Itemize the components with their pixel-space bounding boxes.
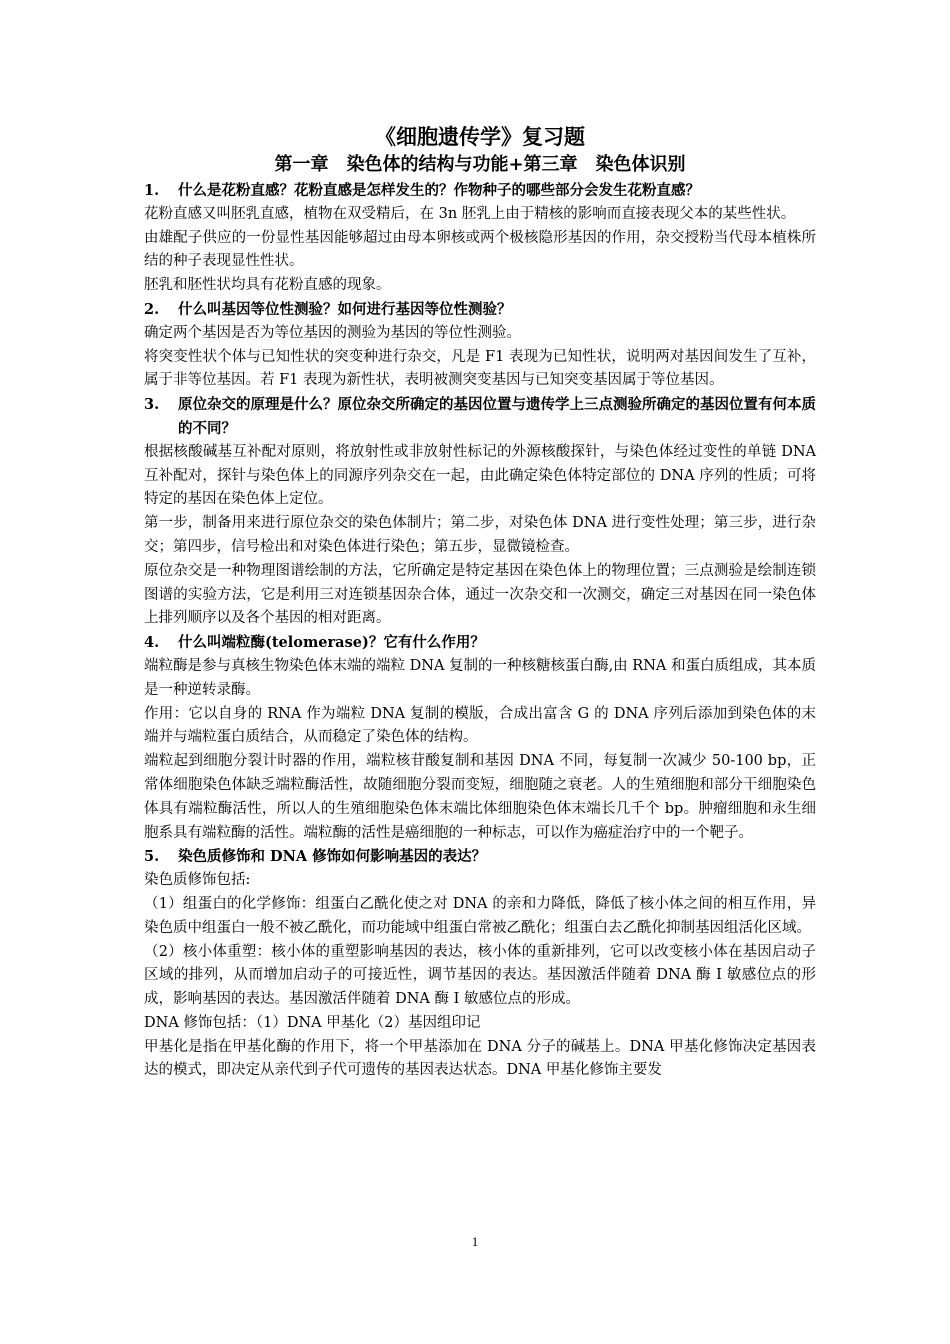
question-3 <box>144 393 816 441</box>
question-text: 原位杂交的原理是什么？原位杂交所确定的基因位置与遗传学上三点测验所确定的基因位置有何本质的不同？ <box>178 396 816 437</box>
question-number: 2. <box>144 300 160 318</box>
chapter-subtitle: 第一章 染色体的结构与功能+第三章 染色体识别 <box>274 154 686 175</box>
answer-paragraph: 染色质修饰包括: <box>144 872 251 889</box>
answer-paragraph: 将突变性状个体与已知性状的突变种进行杂交，凡是 F1 表现为已知性状，说明两对基因间发生了互补，属于非等位基因。若 F1 表现为新性状，表明被测突变基因与已知突变基因属于等位基因。 <box>144 348 816 389</box>
question-4 <box>144 631 816 655</box>
answer-paragraph: 端粒酶是参与真核生物染色体末端的端粒 DNA 复制的一种核糖核蛋白酶,由 RNA 和蛋白质组成，其本质是一种逆转录酶。 <box>144 657 816 698</box>
question-2 <box>144 298 816 322</box>
question-number: 3. <box>144 396 160 414</box>
answer-paragraph: 根据核酸碱基互补配对原则，将放射性或非放射性标记的外源核酸探针，与染色体经过变性的单链 DNA 互补配对，探针与染色体上的同源序列杂交在一起，由此确定染色体特定部位的 DNA 序列的性质；可将特定的基因在染色体上定位。 <box>144 443 816 508</box>
document-title: 《细胞遗传学》复习题 <box>375 124 585 149</box>
answer-paragraph: 确定两个基因是否为等位基因的测验为基因的等位性测验。 <box>144 324 521 341</box>
answer-paragraph: DNA 修饰包括：（1）DNA 甲基化（2）基因组印记 <box>144 1014 481 1031</box>
answer-paragraph: 甲基化是指在甲基化酶的作用下，将一个甲基添加在 DNA 分子的碱基上。DNA 甲基化修饰决定基因表达的模式，即决定从亲代到子代可遗传的基因表达状态。DNA 甲基化修饰主要发 <box>144 1038 816 1079</box>
answer-paragraph: 由雄配子供应的一份显性基因能够超过由母本卵核或两个极核隐形基因的作用，杂交授粉当代母本植株所结的种子表现显性性状。 <box>144 229 816 270</box>
page-content <box>144 122 816 1083</box>
answer-paragraph: 原位杂交是一种物理图谱绘制的方法，它所确定是特定基因在染色体上的物理位置；三点测验是绘制连锁图谱的实验方法，它是利用三对连锁基因杂合体，通过一次杂交和一次测交，确定三对基因在同一染色体上排列顺序以及各个基因的相对距离。 <box>144 562 816 627</box>
question-text: 什么叫端粒酶(telomerase)？它有什么作用？ <box>178 634 485 652</box>
question-5 <box>144 845 816 869</box>
answer-paragraph: （2）核小体重塑：核小体的重塑影响基因的表达，核小体的重新排列，它可以改变核小体在基因启动子区域的排列，从而增加启动子的可接近性，调节基因的表达。基因激活伴随着 DNA 酶 I 敏感位点的形成，影响基因的表达。基因激活伴随着 DNA 酶 I 敏感位点的形成。 <box>144 943 816 1008</box>
question-number: 1. <box>144 182 160 199</box>
question-text: 什么是花粉直感？花粉直感是怎样发生的？作物种子的哪些部分会发生花粉直感？ <box>178 182 700 199</box>
answer-paragraph: 胚乳和胚性状均具有花粉直感的现象。 <box>144 277 391 294</box>
answer-paragraph: （1）组蛋白的化学修饰：组蛋白乙酰化使之对 DNA 的亲和力降低，降低了核小体之间的相互作用，异染色质中组蛋白一般不被乙酰化，而功能域中组蛋白常被乙酰化；组蛋白去乙酰化抑制基因组活化区域。 <box>144 895 816 936</box>
question-text: 什么叫基因等位性测验？如何进行基因等位性测验？ <box>178 300 512 318</box>
question-number: 5. <box>144 848 160 866</box>
question-text: 染色质修饰和 DNA 修饰如何影响基因的表达？ <box>178 848 487 866</box>
question-1 <box>144 179 816 203</box>
question-number: 4. <box>144 634 160 652</box>
answer-paragraph: 花粉直感又叫胚乳直感，植物在双受精后，在 3n 胚乳上由于精核的影响而直接表现父本的某些性状。 <box>144 205 796 222</box>
page-number: 1 <box>471 1234 479 1249</box>
answer-paragraph: 端粒起到细胞分裂计时器的作用，端粒核苷酸复制和基因 DNA 不同，每复制一次减少 50-100 bp，正常体细胞染色体缺乏端粒酶活性，故随细胞分裂而变短，细胞随之衰老。人的生殖细胞和部分干细胞染色体具有端粒酶活性，所以人的生殖细胞染色体末端比体细胞染色体末端长几千个 bp。肿瘤细胞和永生细胞系具有端粒酶的活性。端粒酶的活性是癌细胞的一种标志，可以作为癌症治疗中的一个靶子。 <box>144 753 816 841</box>
answer-paragraph: 第一步，制备用来进行原位杂交的染色体制片；第二步，对染色体 DNA 进行变性处理；第三步，进行杂交；第四步，信号检出和对染色体进行染色；第五步，显微镜检查。 <box>144 515 816 555</box>
answer-paragraph: 作用：它以自身的 RNA 作为端粒 DNA 复制的模版，合成出富含 G 的 DNA 序列后添加到染色体的末端并与端粒蛋白质结合，从而稳定了染色体的结构。 <box>144 705 816 746</box>
